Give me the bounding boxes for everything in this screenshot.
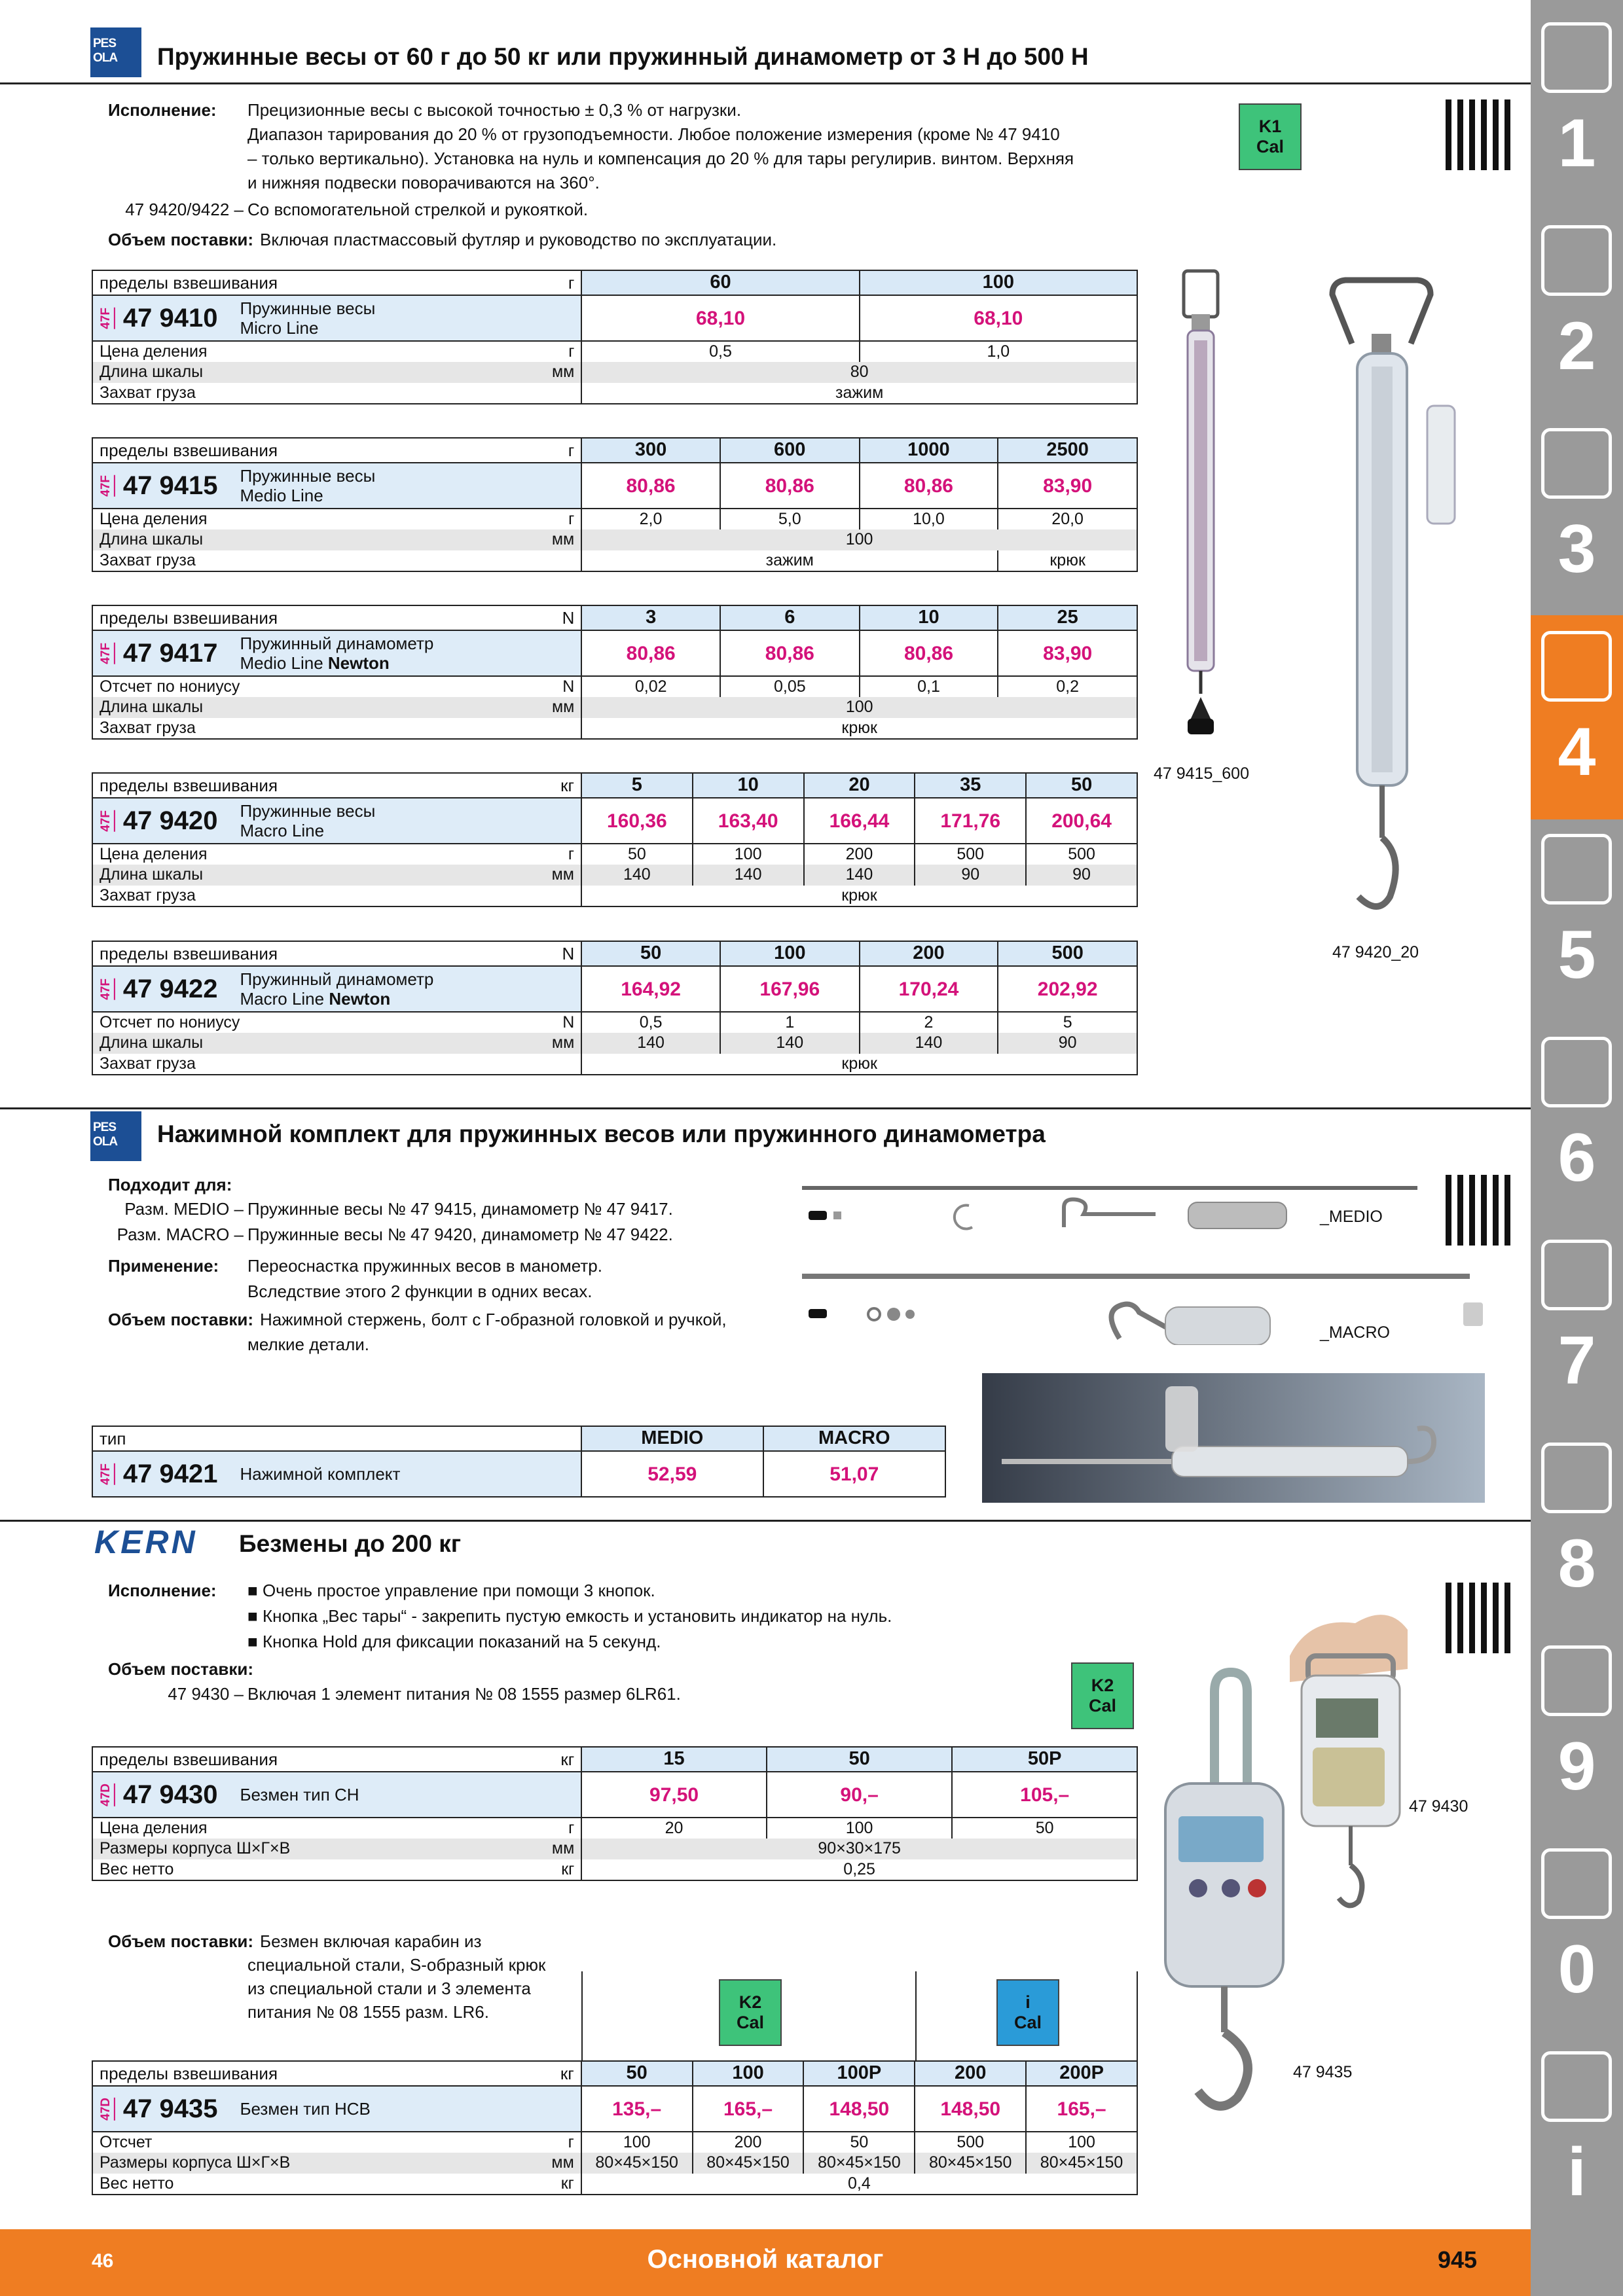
use-label: Применение: — [108, 1256, 219, 1276]
divider — [0, 82, 1531, 84]
chapter-number: 1 — [1558, 105, 1596, 181]
qr-code — [1446, 99, 1516, 170]
pesola-logo: PES OLA — [90, 27, 141, 77]
price: 200,64 — [1026, 798, 1137, 844]
spec-line: Прецизионные весы с высокой точностью ± 0,3 % от нагрузки. — [247, 100, 742, 120]
chapter-tab-7[interactable] — [1531, 1224, 1623, 1428]
storage-cabinet-icon — [1541, 1645, 1612, 1716]
chapter-number: 8 — [1558, 1526, 1596, 1602]
supply-text: Включая пластмассовый футляр и руководство по эксплуатации. — [260, 230, 777, 249]
chapter-number: 0 — [1558, 1931, 1596, 2007]
price: 148,50 — [803, 2086, 915, 2132]
spec-line: ■ Кнопка Hold для фиксации показаний на 5 секунд. — [247, 1632, 661, 1651]
article-number: 47 9415 — [122, 471, 218, 500]
chapter-tab-4[interactable] — [1531, 615, 1623, 819]
fits-value: Пружинные весы № 47 9415, динамометр № 47 9417. — [247, 1199, 673, 1219]
bullet-icon: ■ — [247, 1606, 263, 1626]
chapter-tab-2[interactable] — [1531, 209, 1623, 414]
article-number: 47 9410 — [122, 304, 218, 332]
price: 148,50 — [915, 2086, 1026, 2132]
drill-bit-icon — [1541, 22, 1612, 93]
catalog-title: Основной каталог — [647, 2245, 884, 2274]
section-title: Нажимной комплект для пружинных весов или пружинного динамометра — [157, 1121, 1046, 1147]
spec-label: Исполнение: — [108, 100, 217, 120]
price: 80,86 — [581, 463, 720, 509]
fits-key: Разм. MEDIO – — [124, 1199, 244, 1219]
chapter-number: i — [1567, 2134, 1586, 2210]
fits-label: Подходит для: — [108, 1175, 232, 1194]
price: 68,10 — [860, 295, 1137, 341]
chapter-tab-3[interactable] — [1531, 412, 1623, 617]
safety-goggles-icon — [1541, 1848, 1612, 1919]
kern-logo: KERN — [94, 1524, 198, 1560]
image-caption: _MACRO — [1320, 1323, 1390, 1342]
article-number: 47 9430 — [122, 1780, 218, 1809]
price: 105,– — [952, 1772, 1137, 1818]
section-title: Пружинные весы от 60 г до 50 кг или пружинный динамометр от 3 Н до 500 Н — [157, 43, 1089, 70]
spec-line: ■ Кнопка „Вес тары“ - закрепить пустую емкость и установить индикатор на нуль. — [247, 1606, 892, 1626]
divider — [0, 1107, 1531, 1109]
chapter-number: 7 — [1558, 1323, 1596, 1399]
price: 171,76 — [915, 798, 1026, 844]
spring-scale-medio-image — [1165, 262, 1244, 759]
price: 80,86 — [860, 463, 998, 509]
section-title: Безмены до 200 кг — [239, 1530, 462, 1557]
spec-label: Исполнение: — [108, 1581, 217, 1600]
price: 163,40 — [693, 798, 804, 844]
bullet-icon: ■ — [247, 1632, 263, 1651]
spec-table-479420: пределы взвешивания кг 5 10 20 35 50 47F 47 9420 Пружинные весы Macro Line 160,36 163,40 166,44 171,76 200,64 Цена деления г 50 100 200 500 500 Длина шкалы мм 140 140 140 90 90 Захват груза крюк — [92, 772, 1138, 907]
cutting-insert-icon — [1541, 225, 1612, 296]
chapter-number: 2 — [1558, 308, 1596, 384]
tool-holder-icon — [1541, 428, 1612, 499]
note-text: Со вспомогательной стрелкой и рукояткой. — [247, 200, 589, 219]
supply-line: специальной стали, S-образный крюк — [247, 1955, 546, 1975]
image-caption: 47 9430 — [1409, 1797, 1468, 1816]
pliers-hammer-icon — [1541, 1240, 1612, 1310]
article-number: 47 9422 — [122, 975, 218, 1003]
price: 202,92 — [998, 966, 1137, 1012]
chapter-tab-8[interactable] — [1531, 1427, 1623, 1631]
spec-table-479415: пределы взвешивания г 300 600 1000 2500 47F 47 9415 Пружинные весы Medio Line 80,86 80,86 80,86 83,90 Цена деления г 2,0 5,0 10,0 20,0 Длина шкалы мм 100 Захват груза зажим крюк — [92, 437, 1138, 572]
page-number-left: 46 — [92, 2250, 114, 2272]
grinding-disc-icon — [1541, 834, 1612, 905]
supply-label: Объем поставки: — [108, 1931, 254, 1951]
chapter-number: 9 — [1558, 1729, 1596, 1804]
use-line: Переоснастка пружинных весов в манометр. — [247, 1256, 602, 1276]
note-label: 47 9430 – — [168, 1684, 244, 1704]
price: 52,59 — [581, 1451, 763, 1497]
price: 160,36 — [581, 798, 693, 844]
use-line: Вследствие этого 2 функции в одних весах. — [247, 1282, 593, 1301]
chapter-tab-6[interactable] — [1531, 1021, 1623, 1225]
fits-value: Пружинные весы № 47 9420, динамометр № 47 9422. — [247, 1225, 673, 1244]
workbench-icon — [1541, 1443, 1612, 1513]
price: 165,– — [693, 2086, 804, 2132]
spec-line: ■ Очень простое управление при помощи 3 кнопок. — [247, 1581, 655, 1600]
chapter-tab-info[interactable] — [1531, 2036, 1623, 2240]
supply-label: Объем поставки: — [108, 1310, 254, 1329]
price: 80,86 — [581, 630, 720, 676]
spec-table-479417: пределы взвешивания N 3 6 10 25 47F 47 9417 Пружинный динамометр Medio Line Newton 80,86 80,86 80,86 83,90 Отсчет по нониусу N 0,02 0,05 0,1 0,2 Длина шкалы мм 100 Захват груза крюк — [92, 605, 1138, 740]
chapter-tab-0[interactable] — [1531, 1833, 1623, 2037]
spec-line: Диапазон тарирования до 20 % от грузоподъемности. Любое положение измерения (кроме № 47 9410 — [247, 124, 1060, 144]
push-kit-image — [802, 1181, 1489, 1345]
price: 164,92 — [581, 966, 720, 1012]
spec-table-479410: пределы взвешивания г 60 100 47F 47 9410 Пружинные весы Micro Line 68,10 68,10 Цена деления г 0,5 1,0 Длина шкалы мм 80 Захват груза зажим — [92, 270, 1138, 404]
article-number: 47 9421 — [122, 1460, 218, 1488]
supply-line: Безмен включая карабин из — [260, 1931, 482, 1951]
fits-key: Разм. MACRO – — [117, 1225, 244, 1244]
price: 80,86 — [860, 630, 998, 676]
supply-line: из специальной стали и 3 элемента — [247, 1979, 531, 1998]
note-text: Включая 1 элемент питания № 08 1555 размер 6LR61. — [247, 1684, 681, 1704]
spec-table-479421: тип MEDIO MACRO 47F 47 9421 Нажимной комплект 52,59 51,07 — [92, 1426, 946, 1498]
price: 166,44 — [804, 798, 915, 844]
spring-scale-macro-image — [1313, 268, 1483, 936]
price: 97,50 — [581, 1772, 767, 1818]
hanging-scale-ch-image — [1283, 1577, 1440, 1911]
qr-code — [1446, 1583, 1516, 1653]
supply-line: питания № 08 1555 разм. LR6. — [247, 2002, 489, 2022]
divider — [0, 1520, 1531, 1522]
article-number: 47 9420 — [122, 806, 218, 835]
chapter-number: 6 — [1558, 1120, 1596, 1196]
spec-table-479422: пределы взвешивания N 50 100 200 500 47F 47 9422 Пружинный динамометр Macro Line Newton 164,92 167,96 170,24 202,92 Отсчет по нониусу N 0,5 1 2 5 Длина шкалы мм 140 140 140 90 Захват груза крюк — [92, 941, 1138, 1075]
page-footer: 46 Основной каталог 945 — [0, 2229, 1531, 2296]
push-kit-usage-photo — [982, 1373, 1485, 1503]
supply-label: Объем поставки: — [108, 230, 254, 249]
calibration-badge: K2 Cal — [1071, 1662, 1134, 1729]
spec-table-479430: пределы взвешивания кг 15 50 50P 47D 47 9430 Безмен тип CH 97,50 90,– 105,– Цена деления г 20 100 50 Размеры корпуса Ш×Г×В мм 90×30×175 Вес нетто кг 0,25 — [92, 1746, 1138, 1881]
supply-label: Объем поставки: — [108, 1659, 254, 1679]
supply-line: Нажимной стержень, болт с Г-образной головкой и ручкой, — [260, 1310, 727, 1329]
bullet-icon: ■ — [247, 1581, 263, 1600]
spec-line: – только вертикально). Установка на нуль и компенсация до 20 % для тары регулирив. винтом. Верхняя — [247, 149, 1074, 168]
article-number: 47 9417 — [122, 639, 218, 668]
chapter-tab-9[interactable] — [1531, 1630, 1623, 1834]
image-caption: 47 9420_20 — [1332, 943, 1419, 961]
chapter-number: 3 — [1558, 511, 1596, 587]
pesola-logo: PES OLA — [90, 1111, 141, 1161]
price: 80,86 — [720, 630, 860, 676]
image-caption: _MEDIO — [1320, 1208, 1383, 1226]
chapter-tab-5[interactable] — [1531, 818, 1623, 1022]
hanging-scale-hcb-image — [1152, 1666, 1296, 2124]
caliper-icon — [1541, 631, 1612, 702]
note-label: 47 9420/9422 – — [125, 200, 244, 219]
info-calibration-badge: i Cal — [996, 1979, 1059, 2046]
image-caption: 47 9435 — [1293, 2063, 1353, 2081]
price: 170,24 — [860, 966, 998, 1012]
wrench-screwdriver-icon — [1541, 1037, 1612, 1107]
chapter-number: 4 — [1558, 714, 1596, 790]
calibration-badge: K2 Cal — [719, 1979, 782, 2046]
price: 83,90 — [998, 463, 1137, 509]
article-number: 47 9435 — [122, 2094, 218, 2123]
calibration-badge: K1 Cal — [1239, 103, 1302, 170]
image-caption: 47 9415_600 — [1154, 764, 1249, 783]
price: 135,– — [581, 2086, 693, 2132]
price: 51,07 — [763, 1451, 946, 1497]
chapter-number: 5 — [1558, 917, 1596, 993]
price: 80,86 — [720, 463, 860, 509]
info-icon — [1541, 2051, 1612, 2122]
chapter-tab-1[interactable] — [1531, 7, 1623, 211]
spec-line: и нижняя подвески поворачиваются на 360°. — [247, 173, 600, 192]
price: 68,10 — [581, 295, 859, 341]
price: 167,96 — [720, 966, 860, 1012]
spec-table-479435: пределы взвешивания кг 50 100 100P 200 200P 47D 47 9435 Безмен тип HCB 135,– 165,– 148,50 148,50 165,– Отсчет г 100 200 50 500 100 Размеры корпуса Ш×Г×В мм 80×45×150 80×45×150 80×45×150 80×45×150 80×45×150 Вес нетто кг 0,4 — [92, 2060, 1138, 2195]
price: 165,– — [1026, 2086, 1137, 2132]
price: 83,90 — [998, 630, 1137, 676]
qr-code — [1446, 1175, 1516, 1246]
price: 90,– — [767, 1772, 953, 1818]
supply-line: мелкие детали. — [247, 1335, 369, 1354]
